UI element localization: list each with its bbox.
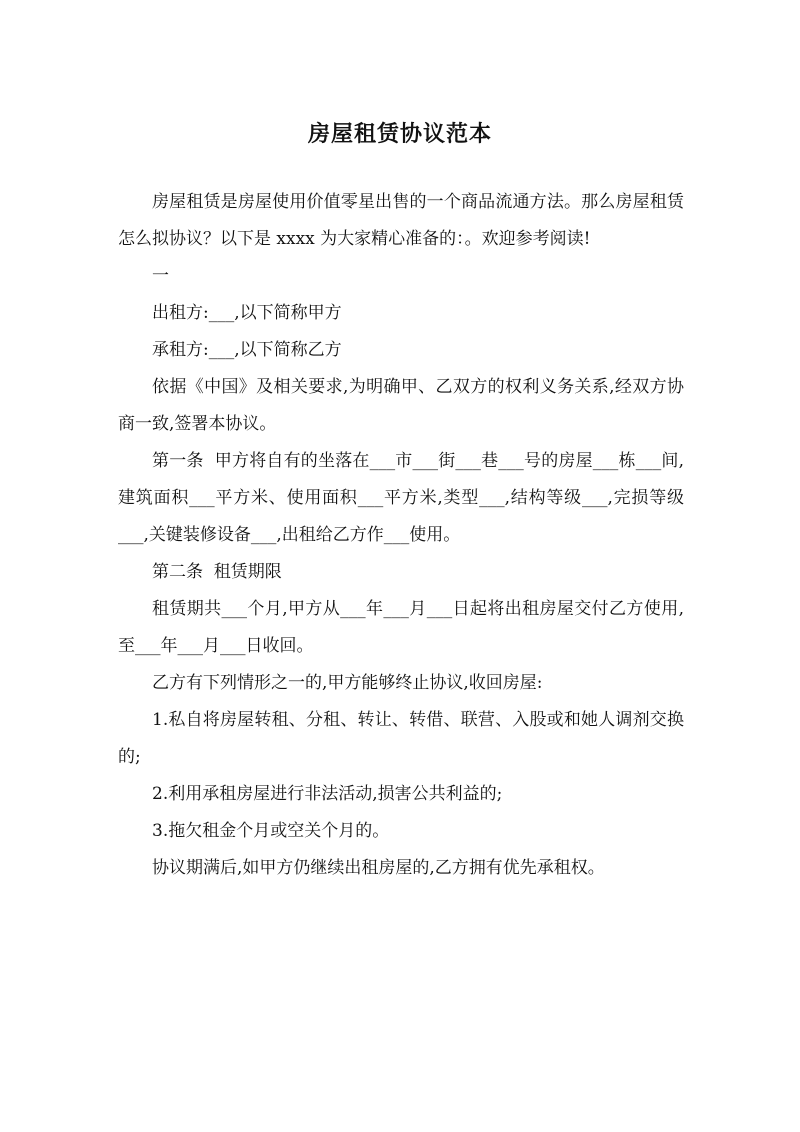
lessee-line: 承租方:___,以下简称乙方 <box>152 340 342 360</box>
lease-term-paragraph: 租赁期共___个月,甲方从___年___月___日起将出租房屋交付乙方使用,至___年___月___日收回。 <box>118 599 684 656</box>
document-body <box>118 184 684 887</box>
condition-one: 1.私自将房屋转租、分租、转让、转借、联营、入股或和她人调剂交换的; <box>118 710 684 767</box>
condition-three: 3.拖欠租金个月或空关个月的。 <box>152 821 390 841</box>
termination-conditions-heading: 乙方有下列情形之一的,甲方能够终止协议,收回房屋: <box>152 673 543 693</box>
article-one-paragraph: 第一条 甲方将自有的坐落在___市___街___巷___号的房屋___栋___间,建筑面积___平方米、使用面积___平方米,类型___,结构等级___,完损等级___,关键装修设备___,出租给乙方作___使用。 <box>118 451 684 545</box>
basis-paragraph: 依据《中国》及相关要求,为明确甲、乙双方的权利义务关系,经双方协商一致,签署本协议。 <box>118 377 684 434</box>
intro-paragraph: 房屋租赁是房屋使用价值零星出售的一个商品流通方法。那么房屋租赁怎么拟协议？以下是 xxxx 为大家精心准备的：。欢迎参考阅读! <box>118 192 684 249</box>
condition-two: 2.利用承租房屋进行非法活动,损害公共利益的; <box>152 784 503 804</box>
article-two-heading: 第二条 租赁期限 <box>152 562 282 582</box>
document-title: 房屋租赁协议范本 <box>307 120 492 147</box>
lessor-line: 出租方:___,以下简称甲方 <box>152 303 342 323</box>
section-marker: 一 <box>152 266 169 286</box>
priority-rent-paragraph: 协议期满后,如甲方仍继续出租房屋的,乙方拥有优先承租权。 <box>152 858 605 878</box>
